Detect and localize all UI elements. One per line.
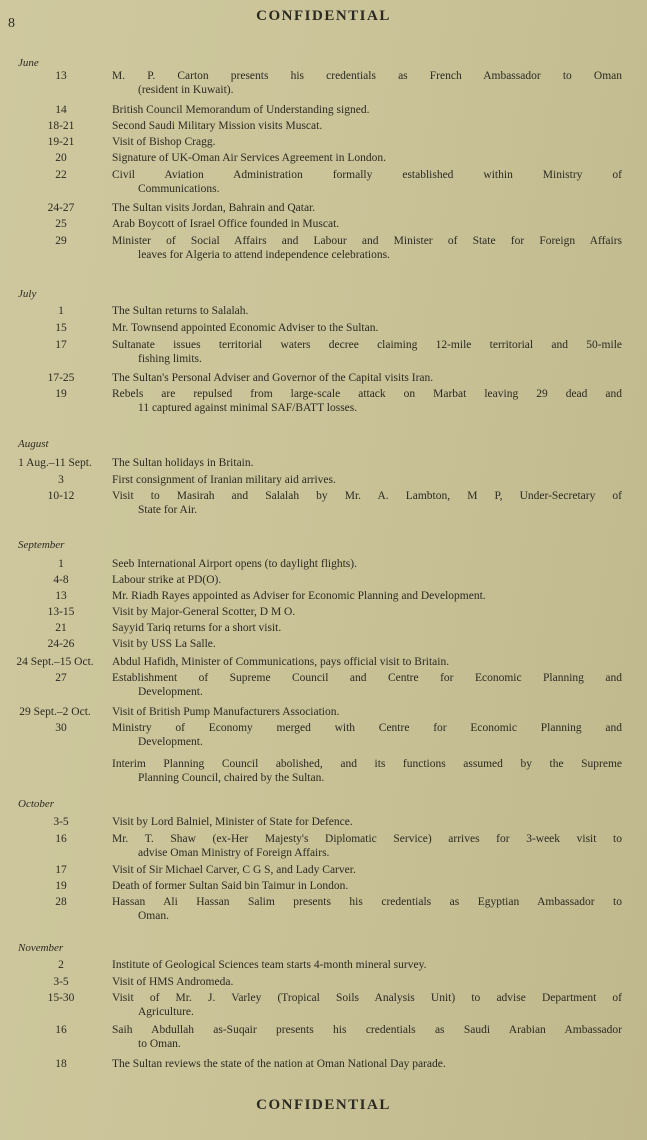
entry-text: Mr. Riadh Rayes appointed as Adviser for Economic Planning and Development. <box>112 590 486 602</box>
entry-text: Signature of UK-Oman Air Services Agreement in London. <box>112 152 387 164</box>
entry-text: Minister of Social Affairs and Labour and Minister of State for Foreign Affairs <box>112 235 622 247</box>
header-classification: CONFIDENTIAL <box>256 8 391 24</box>
entry-date: 16 <box>55 1024 67 1036</box>
entry-date: 28 <box>55 896 67 908</box>
entry-text-cont: Agriculture. <box>138 1005 194 1018</box>
entry-date: 13 <box>55 590 67 602</box>
entry-text-cont: State for Air. <box>138 503 198 516</box>
entry-text: First consignment of Iranian military aid arrives. <box>112 474 336 486</box>
entry-text-cont: Planning Council, chaired by the Sultan. <box>138 771 325 784</box>
entry-text: Labour strike at PD(O). <box>112 574 222 586</box>
entry-date: 19 <box>55 388 67 400</box>
entry-date: 24 Sept.–15 Oct. <box>16 656 94 668</box>
entry-text: Saih Abdullah as-Suqair presents his credentials as Saudi Arabian Ambassador <box>112 1024 622 1036</box>
entry-date: 18-21 <box>47 120 75 132</box>
footer-classification: CONFIDENTIAL <box>256 1097 391 1113</box>
entry-date: 1 <box>58 305 64 317</box>
entry-date: 17-25 <box>47 372 75 384</box>
entry-text: Interim Planning Council abolished, and its functions assumed by the Supreme <box>112 758 622 770</box>
entry-date: 3-5 <box>53 816 69 828</box>
entry-text: Establishment of Supreme Council and Centre for Economic Planning and <box>112 672 622 684</box>
entry-date: 29 <box>55 235 67 247</box>
entry-text: Visit of British Pump Manufacturers Association. <box>112 706 340 718</box>
entry-text: Mr. T. Shaw (ex-Her Majesty's Diplomatic Service) arrives for 3-week visit to <box>112 833 622 845</box>
entry-text-cont: Communications. <box>138 182 220 195</box>
entry-text: Sultanate issues territorial waters decree claiming 12-mile territorial and 50-mile <box>112 339 622 351</box>
entry-date: 27 <box>55 672 67 684</box>
entry-text: Visit by USS La Salle. <box>112 638 216 650</box>
entry-date: 14 <box>55 104 67 116</box>
entry-date: 18 <box>55 1058 67 1070</box>
entry-text: Arab Boycott of Israel Office founded in Muscat. <box>112 218 340 230</box>
entry-text: Mr. Townsend appointed Economic Adviser to the Sultan. <box>112 322 379 334</box>
entry-date: 10-12 <box>47 490 75 502</box>
entry-date: 13 <box>55 70 67 82</box>
entry-text: Institute of Geological Sciences team starts 4-month mineral survey. <box>112 959 427 971</box>
entry-text: Visit of HMS Andromeda. <box>112 976 234 988</box>
entry-text-cont: (resident in Kuwait). <box>138 83 234 96</box>
month-heading: August <box>18 438 49 450</box>
month-heading: June <box>18 57 39 69</box>
entry-text: Second Saudi Military Mission visits Muscat. <box>112 120 323 132</box>
entry-text: The Sultan's Personal Adviser and Governor of the Capital visits Iran. <box>112 372 434 384</box>
entry-date: 21 <box>55 622 67 634</box>
entry-date: 3-5 <box>53 976 69 988</box>
entry-date: 30 <box>55 722 67 734</box>
entry-date: 15 <box>55 322 67 334</box>
entry-text: The Sultan reviews the state of the nation at Oman National Day parade. <box>112 1058 446 1070</box>
entry-date: 16 <box>55 833 67 845</box>
entry-text-cont: Development. <box>138 735 203 748</box>
entry-text-cont: to Oman. <box>138 1037 181 1050</box>
month-heading: November <box>18 942 64 954</box>
entry-date: 25 <box>55 218 67 230</box>
entry-text-cont: Development. <box>138 685 203 698</box>
entry-text: The Sultan returns to Salalah. <box>112 305 249 317</box>
entry-text: British Council Memorandum of Understanding signed. <box>112 104 370 116</box>
entry-date: 29 Sept.–2 Oct. <box>19 706 91 718</box>
entry-text: Visit of Sir Michael Carver, C G S, and Lady Carver. <box>112 864 356 876</box>
page-number: 8 <box>8 16 15 31</box>
entry-date: 19 <box>55 880 67 892</box>
month-heading: September <box>18 539 65 551</box>
entry-text: Civil Aviation Administration formally established within Ministry of <box>112 169 622 181</box>
month-heading: October <box>18 798 55 810</box>
entry-date: 2 <box>58 959 64 971</box>
entry-date: 24-26 <box>47 638 75 650</box>
entry-date: 1 Aug.–11 Sept. <box>18 457 92 469</box>
entry-date: 4-8 <box>53 574 69 586</box>
entry-text: Rebels are repulsed from large-scale attack on Marbat leaving 29 dead and <box>112 388 622 400</box>
entry-date: 24-27 <box>47 202 75 214</box>
entry-text-cont: fishing limits. <box>138 352 202 365</box>
entry-text: Seeb International Airport opens (to daylight flights). <box>112 558 357 570</box>
entry-text-cont: 11 captured against minimal SAF/BATT losses. <box>138 401 358 414</box>
entry-date: 17 <box>55 864 67 876</box>
entry-date: 13-15 <box>47 606 75 618</box>
entry-text: Ministry of Economy merged with Centre for Economic Planning and <box>112 722 622 734</box>
entry-date: 22 <box>55 169 67 181</box>
entry-text: The Sultan holidays in Britain. <box>112 457 254 469</box>
month-heading: July <box>18 288 37 300</box>
entry-text: Visit of Bishop Cragg. <box>112 136 216 148</box>
entry-text: Visit of Mr. J. Varley (Tropical Soils Analysis Unit) to advise Department of <box>112 992 622 1004</box>
entry-text: Visit to Masirah and Salalah by Mr. A. Lambton, M P, Under-Secretary of <box>112 490 622 502</box>
entry-text-cont: leaves for Algeria to attend independence celebrations. <box>138 248 390 261</box>
entry-text-cont: advise Oman Ministry of Foreign Affairs. <box>138 846 330 859</box>
entry-date: 17 <box>55 339 67 351</box>
entry-text-cont: Oman. <box>138 909 169 922</box>
entry-text: The Sultan visits Jordan, Bahrain and Qatar. <box>112 202 316 214</box>
entry-text: M. P. Carton presents his credentials as French Ambassador to Oman <box>112 70 622 82</box>
entry-date: 20 <box>55 152 67 164</box>
entry-text: Sayyid Tariq returns for a short visit. <box>112 622 282 634</box>
entry-date: 15-30 <box>47 992 75 1004</box>
entry-text: Hassan Ali Hassan Salim presents his credentials as Egyptian Ambassador to <box>112 896 622 908</box>
entry-date: 1 <box>58 558 64 570</box>
entry-date: 19-21 <box>47 136 75 148</box>
entry-text: Visit by Lord Balniel, Minister of State for Defence. <box>112 816 353 828</box>
entry-date: 3 <box>58 474 64 486</box>
entry-text: Abdul Hafidh, Minister of Communications, pays official visit to Britain. <box>112 656 450 668</box>
entry-text: Death of former Sultan Said bin Taimur in London. <box>112 880 349 892</box>
entry-text: Visit by Major-General Scotter, D M O. <box>112 606 296 618</box>
